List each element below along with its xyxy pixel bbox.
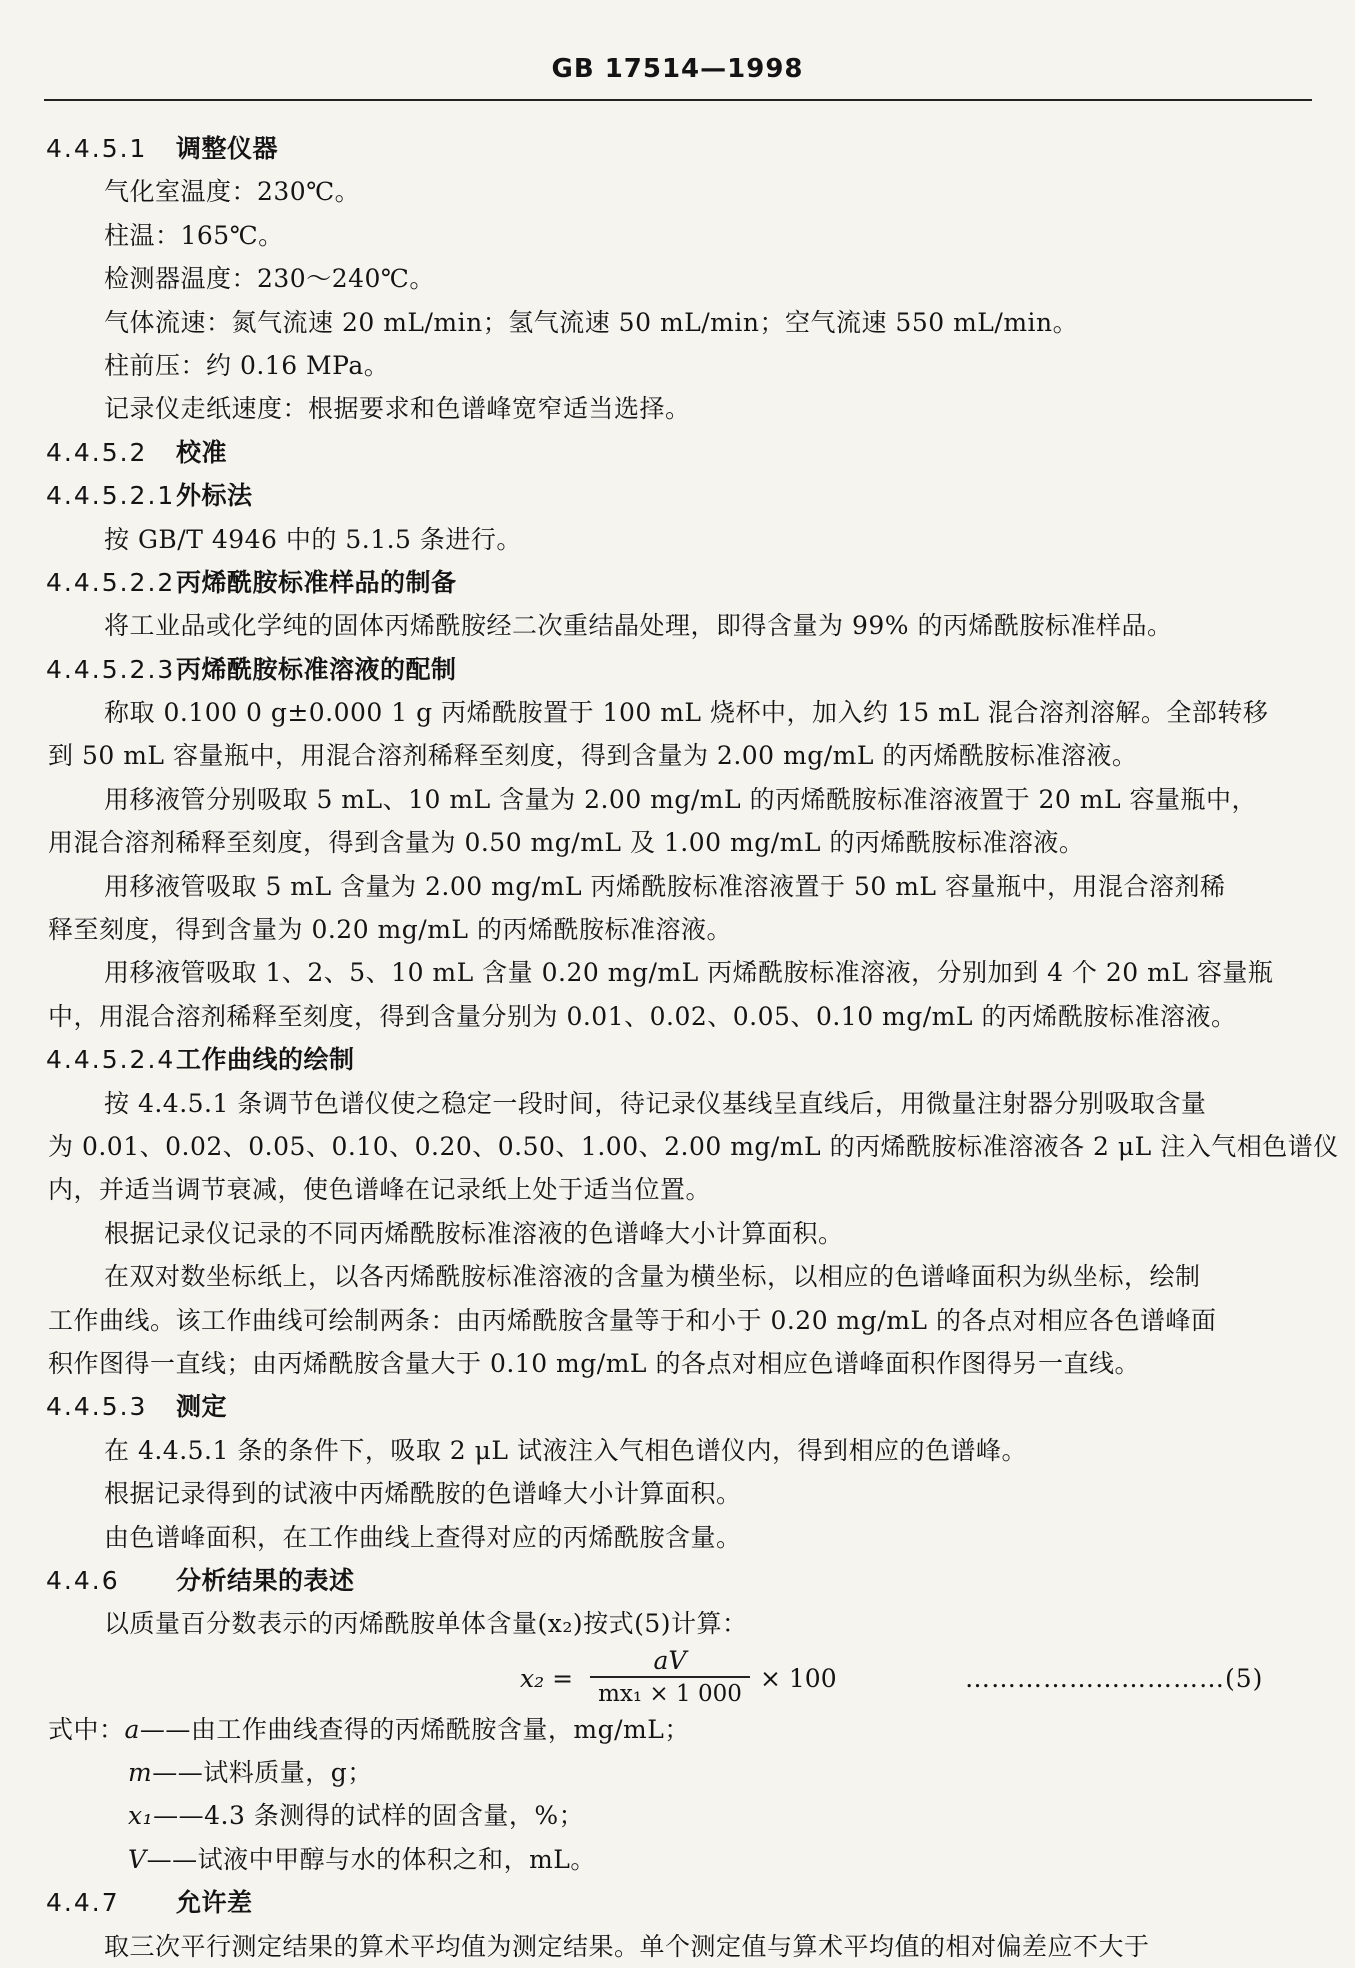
section-heading [0, 127, 1355, 170]
paragraph-line: 中，用混合溶剂稀释至刻度，得到含量分别为 0.01、0.02、0.05、0.10 mg/mL 的丙烯酰胺标准溶液。 [48, 1001, 1237, 1031]
paragraph-line: 释至刻度，得到含量为 0.20 mg/mL 的丙烯酰胺标准溶液。 [48, 915, 732, 945]
formula-lhs: x₂ = [520, 1663, 574, 1693]
formula-5 [0, 1646, 1355, 1708]
section-heading [0, 561, 1355, 604]
variable-description: ——试液中甲醇与水的体积之和，mL。 [146, 1844, 596, 1874]
section-title: 分析结果的表述 [176, 1565, 355, 1595]
variable-description: ——4.3 条测得的试样的固含量，%； [153, 1801, 585, 1831]
section-heading [0, 648, 1355, 691]
variable-definition [0, 1838, 1355, 1881]
paragraph-line: 用移液管分别吸取 5 mL、10 mL 含量为 2.00 mg/mL 的丙烯酰胺标准溶液置于 20 mL 容量瓶中， [104, 784, 1258, 814]
section-number: 4.4.5.2.1 [46, 481, 176, 511]
section-title: 允许差 [176, 1888, 253, 1918]
formula-fraction [590, 1646, 750, 1710]
section-title: 测定 [176, 1392, 228, 1422]
paragraph-line: 由色谱峰面积，在工作曲线上查得对应的丙烯酰胺含量。 [104, 1522, 742, 1552]
paragraph-line: 根据记录得到的试液中丙烯酰胺的色谱峰大小计算面积。 [104, 1479, 742, 1509]
variable-definition [0, 1794, 1355, 1837]
section-number: 4.4.5.3 [46, 1392, 148, 1422]
body-lines-tail [0, 1881, 1355, 1968]
variable-definitions [0, 1708, 1355, 1882]
section-heading [0, 431, 1355, 474]
header-divider [44, 99, 1312, 101]
section-number: 4.4.5.2.4 [46, 1045, 176, 1075]
paragraph-line: 柱温：165℃。 [104, 220, 284, 250]
paragraph-line: 积作图得一直线；由丙烯酰胺含量大于 0.10 mg/mL 的各点对相应色谱峰面积作图得另一直线。 [48, 1348, 1140, 1378]
section-number: 4.4.6 [46, 1565, 120, 1595]
formula-number: …………………………(5) [965, 1663, 1264, 1693]
section-heading [0, 1881, 1355, 1924]
paragraph-line: 检测器温度：230～240℃。 [104, 264, 435, 294]
section-number: 4.4.5.2.2 [46, 567, 176, 597]
section-heading [0, 474, 1355, 517]
formula-denominator: mx₁ × 1 000 [598, 1680, 742, 1707]
paragraph-line: 柱前压：约 0.16 MPa。 [104, 350, 390, 380]
document-body [0, 127, 1355, 1968]
variable-definition [0, 1751, 1355, 1794]
section-number: 4.4.7 [46, 1888, 120, 1918]
paragraph-line: 称取 0.100 0 g±0.000 1 g 丙烯酰胺置于 100 mL 烧杯中，加入约 15 mL 混合溶剂溶解。全部转移 [104, 698, 1269, 728]
variable-description: ——试料质量，g； [152, 1758, 373, 1788]
section-title: 外标法 [176, 481, 253, 511]
where-label: 式中： [48, 1714, 125, 1744]
paragraph-line: 为 0.01、0.02、0.05、0.10、0.20、0.50、1.00、2.00 mg/mL 的丙烯酰胺标准溶液各 2 μL 注入气相色谱仪 [48, 1131, 1339, 1161]
paragraph-line: 记录仪走纸速度：根据要求和色谱峰宽窄适当选择。 [104, 394, 691, 424]
page-header: GB 17514—1998 [551, 54, 804, 84]
variable-definition [0, 1708, 1355, 1751]
section-number: 4.4.5.2 [46, 437, 148, 467]
paragraph-line: 在双对数坐标纸上，以各丙烯酰胺标准溶液的含量为横坐标，以相应的色谱峰面积为纵坐标，绘制 [104, 1262, 1201, 1292]
paragraph-line: 在 4.4.5.1 条的条件下，吸取 2 μL 试液注入气相色谱仪内，得到相应的色谱峰。 [104, 1435, 1027, 1465]
paragraph-line: 工作曲线。该工作曲线可绘制两条：由丙烯酰胺含量等于和小于 0.20 mg/mL 的各点对相应各色谱峰面 [48, 1305, 1217, 1335]
paragraph-line: 根据记录仪记录的不同丙烯酰胺标准溶液的色谱峰大小计算面积。 [104, 1218, 844, 1248]
paragraph-line: 气化室温度：230℃。 [104, 177, 361, 207]
section-number: 4.4.5.2.3 [46, 654, 176, 684]
variable-symbol: V [128, 1844, 147, 1874]
section-number: 4.4.5.1 [46, 134, 148, 163]
section-heading [0, 1038, 1355, 1081]
paragraph-line: 用混合溶剂稀释至刻度，得到含量为 0.50 mg/mL 及 1.00 mg/mL 的丙烯酰胺标准溶液。 [48, 828, 1085, 858]
variable-symbol: x₁ [128, 1801, 154, 1831]
paragraph-line: 以质量百分数表示的丙烯酰胺单体含量(x₂)按式(5)计算： [104, 1609, 748, 1639]
variable-symbol: a [124, 1714, 140, 1744]
formula-multiplier: × 100 [760, 1663, 837, 1693]
paragraph-line: 气体流速：氮气流速 20 mL/min；氢气流速 50 mL/min；空气流速 550 mL/min。 [104, 307, 1079, 337]
paragraph-line: 取三次平行测定结果的算术平均值为测定结果。单个测定值与算术平均值的相对偏差应不大于 [104, 1931, 1150, 1961]
section-title: 丙烯酰胺标准样品的制备 [176, 567, 457, 597]
variable-description: ——由工作曲线查得的丙烯酰胺含量，mg/mL； [139, 1714, 690, 1744]
formula-numerator: aV [590, 1646, 750, 1678]
paragraph-line: 按 4.4.5.1 条调节色谱仪使之稳定一段时间，待记录仪基线呈直线后，用微量注射器分别吸取含量 [104, 1088, 1207, 1118]
section-heading [0, 1385, 1355, 1428]
section-title: 丙烯酰胺标准溶液的配制 [176, 654, 457, 684]
section-title: 校准 [176, 437, 228, 467]
variable-symbol: m [128, 1758, 153, 1788]
paragraph-line: 按 GB/T 4946 中的 5.1.5 条进行。 [104, 524, 522, 554]
section-title: 调整仪器 [176, 134, 279, 163]
section-title: 工作曲线的绘制 [176, 1045, 355, 1075]
paragraph-line: 用移液管吸取 5 mL 含量为 2.00 mg/mL 丙烯酰胺标准溶液置于 50 mL 容量瓶中，用混合溶剂稀 [104, 871, 1226, 901]
paragraph-line: 用移液管吸取 1、2、5、10 mL 含量 0.20 mg/mL 丙烯酰胺标准溶液，分别加到 4 个 20 mL 容量瓶 [104, 958, 1274, 988]
body-lines [0, 127, 1355, 1646]
paragraph-line: 内，并适当调节衰减，使色谱峰在记录纸上处于适当位置。 [48, 1175, 712, 1205]
paragraph-line: 将工业品或化学纯的固体丙烯酰胺经二次重结晶处理，即得含量为 99% 的丙烯酰胺标准样品。 [104, 611, 1173, 641]
section-heading [0, 1559, 1355, 1602]
paragraph-line: 到 50 mL 容量瓶中，用混合溶剂稀释至刻度，得到含量为 2.00 mg/mL 的丙烯酰胺标准溶液。 [48, 741, 1138, 771]
